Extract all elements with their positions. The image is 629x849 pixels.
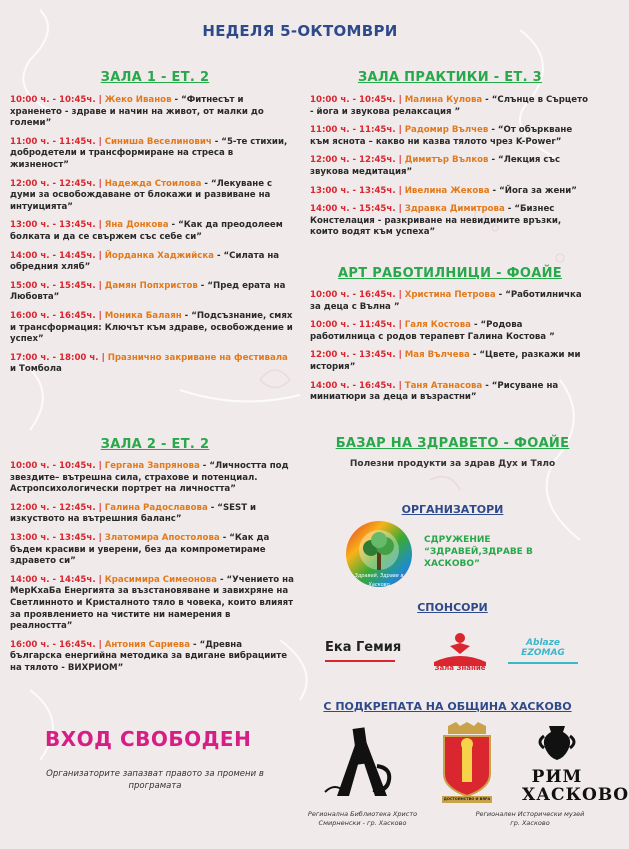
art-heading: АРТ РАБОТИЛНИЦИ - ФОАЙЕ [338,266,562,281]
list-item: 16:00 ч. - 16:45ч. | Моника Балаян - “Подсъзнание, смях и трансформация: Ключът към здраве, освобождение и успех” [10,310,293,345]
free-entry: ВХОД СВОБОДЕН [45,727,252,751]
museum-logo: РИМ ХАСКОВО [522,724,592,804]
list-item: 12:00 ч. - 13:45ч. | Мая Вълчева - “Цвете, разкажи ми история” [310,350,581,372]
sponsors-heading: СПОНСОРИ [417,601,488,614]
list-item: 14:00 ч. - 16:45ч. | Таня Атанасова - “Рисуване на миниатюри за деца и възрастни” [310,380,559,403]
sponsor-ezomag: Ablaze EZOMAG [508,638,578,674]
hall1-schedule [10,95,295,383]
library-caption: Регионална Библиотека Христо Смирненски - гр. Хасково [307,810,418,827]
organizer-name: СДРУЖЕНИЕ “ЗДРАВЕЙ,ЗДРАВЕ В ХАСКОВО” [424,535,533,569]
list-item: 11:00 ч. - 11:45ч. | Синиша Веселинович - “5-те стихии, добродетели и трансформиране на стреса в жизненост” [10,136,288,170]
list-item: 14:00 ч. - 14:45ч. | Красимира Симеонова - “Учението на МерКхаБа Енергията за възстановяване и завихряне на Светлинното и Кристалното тяло в човека, които влияят за проявлението на чистите ни намерения в реалността” [10,574,294,632]
haskovo-crest: ДОСТОЙНСТВО И ВЯРА [438,722,496,804]
hall1-heading: ЗАЛА 1 - ЕТ. 2 [100,70,210,85]
list-item: 13:00 ч. - 13:45ч. | Яна Донкова - “Как да преодолеем болката и да се свържем със себе си” [10,220,283,242]
list-item: 17:00 ч. - 18:00 ч. | Празнично закриване на фестивала и Томбола [10,352,288,375]
page-title: НЕДЕЛЯ 5-ОКТОМВРИ [202,22,398,40]
sponsor-eka: Ека Гемия [325,640,405,664]
list-item: 14:00 ч. - 15:45ч. | Здравка Димитрова - “Бизнес Констелация - разкриване на невидимите връзки, които водят към успеха” [310,204,562,238]
museum-caption: Регионален Исторически музей гр. Хасково [475,810,585,827]
art-schedule [310,290,590,411]
list-item: 10:00 ч. - 10:45ч. | Гергана Запрянова - “Личността под звездите– вътрешна сила, страхове и потенциал. Астропсихологически портрет на личността” [10,461,289,495]
list-item: 13:00 ч. - 13:45ч. | Златомира Апостолова - “Как да бъдем красиви и уверени, без да компрометираме здравето си” [10,532,270,567]
list-item: 12:00 ч. - 12:45ч. | Галина Радославова - “SEST и изкуството на вътрешния баланс” [10,502,257,525]
list-item: 15:00 ч. - 15:45ч. | Дамян Попхристов - “Пред ерата на Любовта” [10,280,286,303]
list-item: 10:00 ч. - 11:45ч. | Галя Костова - “Родова работилница с родов терапевт Галина Костова ” [310,320,555,342]
practice-heading: ЗАЛА ПРАКТИКИ - ЕТ. 3 [357,70,543,85]
changes-note: Организаторите запазват правото за промени в програмата [46,769,264,791]
organizer-logo: Здравей, Здраве в Хасково [345,520,413,588]
list-item: 10:00 ч. - 10:45ч. | Жеко Иванов - “Фитнесът и храненето - здраве и начин на живот, от малки до големи” [10,95,264,129]
list-item: 10:00 ч. - 10:45ч. | Малина Кулова - “Слънце в Сърцето - йога и звукова релаксация ” [310,95,589,117]
list-item: 10:00 ч. - 16:45ч. | Христина Петрова - “Работилничка за деца с Вълна ” [310,290,582,312]
list-item: 11:00 ч. - 11:45ч. | Радомир Вълчев - “От объркване към яснота – какво ни казва тялото чрез K-Power” [310,125,573,147]
list-item: 12:00 ч. - 12:45ч. | Димитър Вълков - “Лекция със звукова медитация” [310,155,561,177]
support-heading: С ПОДКРЕПАТА НА ОБЩИНА ХАСКОВО [323,700,572,713]
library-logo [315,722,405,802]
bazar-heading: БАЗАР НА ЗДРАВЕТО - ФОАЙЕ [335,436,570,451]
list-item: 13:00 ч. - 13:45ч. | Ивелина Жекова - “Йога за жени” [310,185,577,196]
list-item: 14:00 ч. - 14:45ч. | Йорданка Хаджийска - “Силата на обредния хляб” [10,250,280,273]
list-item: 12:00 ч. - 12:45ч. | Надежда Стоилова - “Лекуване с думи за освобождаване от блокажи и развиване на интуицията” [10,178,273,212]
organizers-heading: ОРГАНИЗАТОРИ [401,503,504,516]
list-item: 16:00 ч. - 16:45ч. | Антония Сариева - “Древна българска енергийна методика за вдигане вибрациите на тялото - ВИХРИОМ” [10,639,288,673]
hall2-schedule [10,461,295,682]
practice-schedule [310,95,590,246]
sponsor-zala-znanie: Зала Знание [426,632,494,676]
hall2-heading: ЗАЛА 2 - ЕТ. 2 [100,437,210,452]
bazar-subtitle: Полезни продукти за здрав Дух и Тяло [349,459,556,469]
